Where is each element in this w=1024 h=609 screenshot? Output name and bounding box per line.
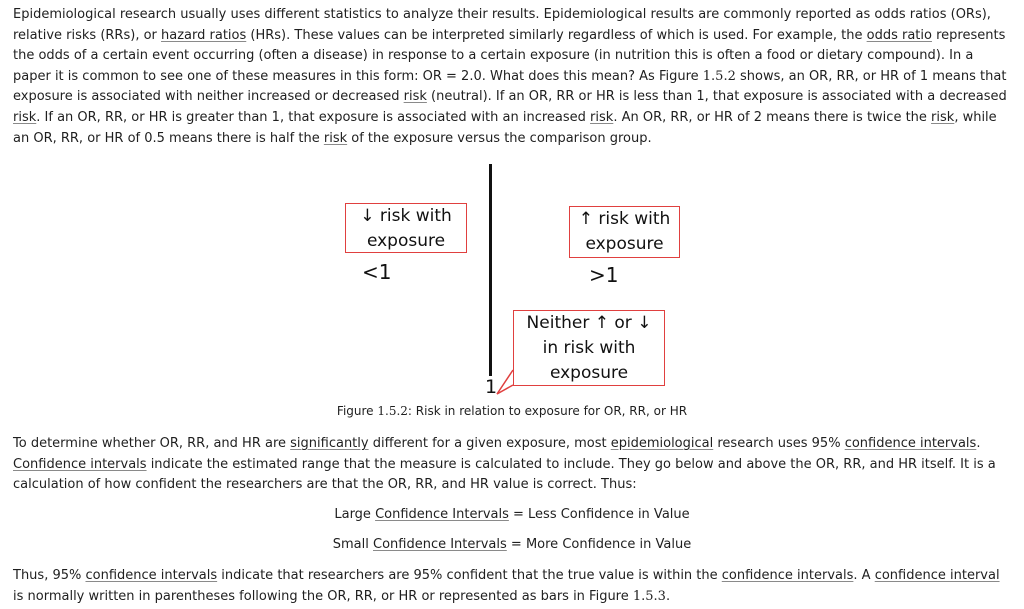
less-than-one-label: <1 <box>362 260 392 284</box>
neutral-axis-line <box>489 164 492 376</box>
text-span: indicate that researchers are 95% confident that the true value is within the <box>217 568 722 583</box>
text-span: = More Confidence in Value <box>506 537 692 552</box>
text-span: To determine whether OR, RR, and HR are <box>13 436 291 451</box>
figure-reference: 1.5.2 <box>702 68 736 84</box>
text-span: shows, an OR, RR, or HR of 1 means that exposure is associated with neither increased or decreased <box>13 68 1007 105</box>
glossary-link-confidence-intervals[interactable]: confidence intervals <box>721 568 854 583</box>
callout-tail <box>0 160 1024 430</box>
callout-text: exposure <box>585 234 664 254</box>
glossary-link-epidemiological[interactable]: epidemiological <box>610 436 714 451</box>
text-span: of the exposure versus the comparison group. <box>347 130 652 146</box>
glossary-link-risk[interactable]: risk <box>590 109 614 125</box>
neutral-risk-callout <box>513 310 665 386</box>
intro-paragraph <box>13 5 1013 149</box>
callout-text: Neither <box>526 313 595 333</box>
text-span: different for a given exposure, most <box>368 436 611 451</box>
callout-text: exposure <box>366 231 446 251</box>
risk-figure <box>0 160 1024 430</box>
callout-line <box>570 207 679 232</box>
down-arrow-icon: ↓ <box>637 313 652 333</box>
neutral-one-label: 1 <box>485 376 498 398</box>
caption-text: : Risk in relation to exposure for OR, RR, or HR <box>407 404 688 418</box>
up-arrow-icon: ↑ <box>578 209 593 229</box>
glossary-link-confidence-intervals[interactable]: Confidence Intervals <box>373 537 507 552</box>
figure-reference: 1.5.3 <box>632 588 666 604</box>
up-arrow-icon: ↑ <box>594 313 609 333</box>
text-span: research uses 95% <box>713 436 845 451</box>
decreased-risk-callout <box>345 203 467 253</box>
text-span: . An OR, RR, or HR of 2 means there is twice the <box>613 109 932 125</box>
text-span: indicate the estimated range that the measure is calculated to include. They go below and above the OR, RR, and HR itself. It is a calculation of how confident the researchers are that the OR, RR, and HR value is correct. Thus: <box>13 456 996 493</box>
text-span: . <box>976 436 981 451</box>
increased-risk-callout <box>569 206 680 258</box>
small-ci-statement <box>0 537 1024 552</box>
callout-line <box>514 311 664 336</box>
large-ci-statement <box>0 507 1024 522</box>
callout-line <box>346 204 466 229</box>
callout-text: risk with <box>374 206 452 226</box>
callout-text: exposure <box>549 363 629 383</box>
glossary-link-significantly[interactable]: significantly <box>290 436 369 451</box>
greater-than-one-label: >1 <box>589 263 619 287</box>
glossary-link-confidence-intervals[interactable]: confidence intervals <box>844 436 977 451</box>
glossary-link-risk[interactable]: risk <box>931 109 955 125</box>
glossary-link-confidence-interval[interactable]: confidence interval <box>874 568 1000 583</box>
glossary-link-risk[interactable]: risk <box>13 109 37 125</box>
text-span: Epidemiological research usually uses different statistics to analyze their results. Epidemiological results are commonly reported as odds ratios (ORs), relative risks (RRs), or <box>13 7 991 43</box>
text-span: is normally written in parentheses following the OR, RR, or HR or represented as bars in Figure <box>13 588 633 604</box>
down-arrow-icon: ↓ <box>360 206 375 226</box>
glossary-link-confidence-intervals[interactable]: confidence intervals <box>85 568 218 583</box>
glossary-link-confidence-intervals[interactable]: Confidence Intervals <box>375 507 509 522</box>
text-span: . <box>665 588 671 604</box>
callout-text: in risk with <box>542 338 636 358</box>
text-span: . If an OR, RR, or HR is greater than 1, that exposure is associated with an increased <box>36 109 591 125</box>
confidence-paragraph <box>13 434 1013 496</box>
text-span: , while an OR, RR, or HR of 0.5 means there is half the <box>13 109 997 146</box>
closing-paragraph <box>13 566 1013 607</box>
glossary-link-risk[interactable]: risk <box>323 130 348 146</box>
glossary-link-risk[interactable]: risk <box>403 89 427 105</box>
glossary-link-confidence-intervals[interactable]: Confidence intervals <box>13 456 147 472</box>
text-span: . A <box>853 568 875 583</box>
text-span: Thus, 95% <box>13 568 86 583</box>
glossary-link-hazard-ratios[interactable]: hazard ratios <box>161 27 247 43</box>
callout-text: or <box>609 313 638 333</box>
text-span: (HRs). These values can be interpreted similarly regardless of which is used. For example, the <box>246 27 867 43</box>
callout-text: risk with <box>592 209 671 229</box>
text-span: (neutral). If an OR, RR or HR is less than 1, that exposure is associated with a decreased <box>426 89 1007 105</box>
text-span: Large <box>334 507 376 522</box>
caption-text: Figure <box>336 404 378 418</box>
figure-caption <box>0 404 1024 418</box>
glossary-link-odds-ratio[interactable]: odds ratio <box>866 27 932 43</box>
text-span: = Less Confidence in Value <box>508 507 690 522</box>
text-span: Small <box>332 537 373 552</box>
caption-number: 1.5.2 <box>377 404 408 418</box>
text-span: represents the odds of a certain event occurring (often a disease) in response to a certain exposure (in nutrition this is often a food or dietary compound). In a paper it is common to see one of these measures in this form: OR = 2.0. What does this mean? As Figure <box>13 27 1006 84</box>
